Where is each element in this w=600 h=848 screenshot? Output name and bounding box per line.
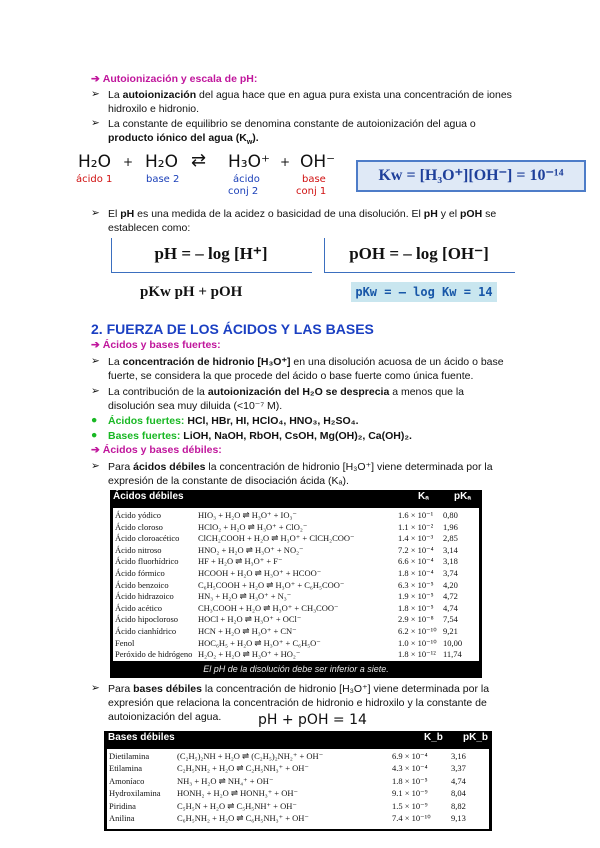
paragraph-strong-concentration: La concentración de hidronio [H₃O⁺] en una disolución acuosa de un ácido o base fuerte, se considera la que procede del ácido o base fuerte como única fuente. [108, 356, 504, 382]
row-constant: 2.9 × 10⁻⁸ [398, 614, 434, 625]
row-pk: 4,74 [443, 602, 458, 613]
row-constant: 1.5 × 10⁻⁹ [392, 800, 428, 811]
table-row [113, 591, 479, 602]
row-constant: 6.3 × 10⁻⁵ [398, 579, 434, 590]
row-pk: 3,37 [451, 763, 466, 774]
table-row [107, 751, 489, 762]
row-reaction: C₅H₅N + H₂O ⇌ C₅H₅NH⁺ + OH⁻ [177, 800, 297, 811]
row-pk: 4,72 [443, 591, 458, 602]
row-name: Ácido acético [115, 602, 162, 613]
row-reaction: HF + H₂O ⇌ H₃O⁺ + F⁻ [198, 556, 283, 567]
autoion-heading: ➔ Autoionización y escala de pH: [91, 73, 258, 85]
table-row [113, 649, 479, 660]
table-row [107, 813, 489, 824]
pkw-box: pKw = – log Kw = 14 [351, 282, 497, 302]
row-name: Anilina [109, 813, 135, 823]
row-pk: 10,00 [443, 637, 463, 648]
row-constant: 6.2 × 10⁻¹⁰ [398, 626, 437, 636]
row-pk: 8,04 [451, 788, 466, 799]
table-row [113, 545, 479, 556]
row-pk: 3,16 [451, 751, 466, 761]
row-name: Etilamina [109, 763, 143, 774]
row-reaction: H₂O₂ + H₂O ⇌ H₃O⁺ + HO₂⁻ [198, 649, 301, 660]
row-name: Peróxido de hidrógeno [115, 649, 193, 660]
row-constant: 1.1 × 10⁻² [398, 521, 434, 532]
row-constant: 6.9 × 10⁻⁴ [392, 751, 428, 761]
table-row [113, 603, 479, 614]
poh-formula: pOH = – log [OH⁻] [349, 244, 489, 263]
paragraph-autoion-contribution: La contribución de la autoionización del H₂O se desprecia a menos que la disolución sea muy diluida (<10⁻⁷ M). [108, 386, 465, 412]
row-reaction: ClCH₂COOH + H₂O ⇌ H₃O⁺ + ClCH₂COO⁻ [198, 533, 355, 544]
row-name: Ácido hidrazoico [115, 591, 174, 602]
row-constant: 1.4 × 10⁻³ [398, 533, 434, 544]
row-constant: 1.8 × 10⁻⁴ [398, 568, 434, 578]
table-footer: El pH de la disolución debe ser inferior a siete. [203, 664, 389, 674]
row-name: Ácido cianhídrico [115, 626, 177, 636]
row-reaction: HNO₂ + H₂O ⇌ H₃O⁺ + NO₂⁻ [198, 544, 304, 555]
table-body [113, 508, 479, 661]
row-pk: 0,80 [443, 510, 458, 520]
table-row [113, 522, 479, 533]
row-name: Ácido fluorhídrico [115, 556, 179, 567]
row-reaction: HIO₃ + H₂O ⇌ H₃O⁺ + IO₃⁻ [198, 510, 297, 520]
row-name: Ácido cloroso [115, 521, 163, 532]
table-row [107, 788, 489, 799]
section-title: 2. FUERZA DE LOS ÁCIDOS Y LAS BASES [91, 321, 374, 337]
weak-bases-table [104, 731, 492, 831]
subheading-strong: ➔ Ácidos y bases fuertes: [91, 339, 221, 351]
row-name: Dietilamina [109, 751, 150, 761]
row-name: Fenol [115, 637, 135, 648]
row-name: Piridina [109, 800, 136, 811]
arrow-right-icon: ➔ [91, 339, 100, 351]
row-reaction: C₆H₅COOH + H₂O ⇌ H₃O⁺ + C₆H₅COO⁻ [198, 579, 345, 590]
row-reaction: C₆H₅NH₂ + H₂O ⇌ C₆H₅NH₃⁺ + OH⁻ [177, 813, 309, 823]
table-row [113, 533, 479, 544]
row-constant: 6.6 × 10⁻⁴ [398, 556, 434, 567]
bullet-icon: ➢ [91, 117, 100, 129]
paragraph-ph-definition: El pH es una medida de la acidez o basicidad de una disolución. El pH y el pOH se establecen como: [108, 208, 497, 234]
row-name: Ácido yódico [115, 510, 162, 520]
table-row [113, 614, 479, 625]
kw-equation-box: Kw = [H₃O⁺][OH⁻] = 10⁻¹⁴ [356, 160, 586, 192]
row-reaction: HClO₂ + H₂O ⇌ H₃O⁺ + ClO₂⁻ [198, 521, 308, 532]
table-header: Ácidos débiles Kₐ pKₐ [113, 491, 472, 502]
bullet-icon: ➢ [91, 355, 100, 367]
subheading-weak: ➔ Ácidos y bases débiles: [91, 444, 222, 456]
strong-acids-list: Ácidos fuertes: HCl, HBr, HI, HClO₄, HNO₃, H₂SO₄. [108, 415, 359, 427]
row-constant: 7.2 × 10⁻⁴ [398, 544, 434, 555]
row-pk: 9,13 [451, 813, 466, 823]
green-dot-icon: ● [91, 429, 98, 441]
row-constant: 1.6 × 10⁻¹ [398, 510, 434, 520]
weak-acids-table [110, 490, 482, 678]
paragraph-autoion: La autoionización del agua hace que en agua pura exista una concentración de iones hidroxilo e hidronio. [108, 89, 512, 115]
ph-formula: pH = – log [H⁺] [154, 244, 268, 263]
row-constant: 7.4 × 10⁻¹⁰ [392, 813, 431, 823]
pkw-formula: pKw pH + pOH [140, 284, 243, 300]
pkb-header: pK_b [463, 732, 488, 743]
row-reaction: HOC₆H₅ + H₂O ⇌ H₃O⁺ + C₆H₅O⁻ [198, 637, 321, 648]
table-row [113, 568, 479, 579]
row-pk: 9,21 [443, 626, 458, 636]
row-constant: 9.1 × 10⁻⁹ [392, 788, 428, 799]
table-body [107, 749, 489, 829]
table-row [113, 626, 479, 637]
row-name: Ácido benzoico [115, 579, 169, 590]
table-row [113, 556, 479, 567]
row-name: Ácido hipocloroso [115, 614, 179, 625]
row-constant: 1.9 × 10⁻⁵ [398, 591, 434, 602]
bullet-icon: ➢ [91, 385, 100, 397]
row-constant: 1.8 × 10⁻⁵ [398, 602, 434, 613]
row-reaction: HCN + H₂O ⇌ H₃O⁺ + CN⁻ [198, 626, 297, 636]
bullet-icon: ➢ [91, 88, 100, 100]
row-pk: 3,14 [443, 544, 458, 555]
row-name: Ácido nitroso [115, 544, 162, 555]
strong-bases-list: Bases fuertes: LiOH, NaOH, RbOH, CsOH, Mg(OH)₂, Ca(OH)₂. [108, 430, 412, 442]
table-row [113, 580, 479, 591]
row-reaction: NH₃ + H₂O ⇌ NH₄⁺ + OH⁻ [177, 775, 274, 786]
bullet-icon: ➢ [91, 682, 100, 694]
row-reaction: HONH₂ + H₂O ⇌ HONH₃⁺ + OH⁻ [177, 788, 298, 799]
paragraph-weak-bases: Para bases débiles la concentración de hidronio [H₃O⁺] viene determinada por la expresión que relaciona la concentración de hidronio e hidroxilo y la constante de autoionización del agua. [108, 683, 490, 723]
row-pk: 3,74 [443, 568, 458, 578]
paragraph-constant: La constante de equilibrio se denomina constante de autoionización del agua o producto iónico del agua $(K_w)$. [108, 118, 476, 147]
table-row [107, 776, 489, 787]
ph-poh-sum: pH + pOH = 14 [258, 712, 367, 728]
row-name: Ácido fórmico [115, 568, 165, 578]
row-name: Hydroxilamina [109, 788, 161, 799]
row-constant: 4.3 × 10⁻⁴ [392, 763, 428, 774]
bullet-icon: ➢ [91, 207, 100, 219]
table-header: Bases débiles K_b pK_b [108, 732, 488, 743]
row-pk: 4,74 [451, 775, 466, 786]
row-reaction: HN₃ + H₂O ⇌ H₃O⁺ + N₃⁻ [198, 591, 292, 602]
row-pk: 1,96 [443, 521, 458, 532]
bullet-icon: ➢ [91, 460, 100, 472]
row-pk: 4,20 [443, 579, 458, 590]
row-reaction: (C₂H₅)₂NH + H₂O ⇌ (C₂H₅)₂NH₂⁺ + OH⁻ [177, 751, 324, 761]
row-constant: 1.8 × 10⁻⁵ [392, 775, 428, 786]
row-reaction: C₂H₅NH₂ + H₂O ⇌ C₂H₅NH₃⁺ + OH⁻ [177, 763, 309, 774]
row-reaction: CH₃COOH + H₂O ⇌ H₃O⁺ + CH₃COO⁻ [198, 602, 339, 613]
row-pk: 7,54 [443, 614, 458, 625]
row-reaction: HOCl + H₂O ⇌ H₃O⁺ + OCl⁻ [198, 614, 302, 625]
kb-header: K_b [424, 732, 443, 743]
paragraph-weak-acids: Para ácidos débiles la concentración de hidronio [H₃O⁺] viene determinada por la expresión de la constante de disociación ácida (Kₐ). [108, 461, 493, 487]
row-pk: 11,74 [443, 649, 462, 660]
table-row [113, 510, 479, 521]
row-constant: 1.0 × 10⁻¹⁰ [398, 637, 437, 648]
table-row [107, 801, 489, 812]
row-name: Amoníaco [109, 775, 145, 786]
row-pk: 8,82 [451, 800, 466, 811]
table-row [107, 763, 489, 774]
row-pk: 2,85 [443, 533, 458, 544]
table-row [113, 638, 479, 649]
arrow-right-icon: ➔ [91, 73, 100, 85]
green-dot-icon: ● [91, 414, 98, 426]
row-constant: 1.8 × 10⁻¹² [398, 649, 436, 660]
row-reaction: HCOOH + H₂O ⇌ H₃O⁺ + HCOO⁻ [198, 568, 322, 578]
row-name: Ácido cloroacético [115, 533, 180, 544]
row-pk: 3,18 [443, 556, 458, 567]
arrow-right-icon: ➔ [91, 444, 100, 456]
